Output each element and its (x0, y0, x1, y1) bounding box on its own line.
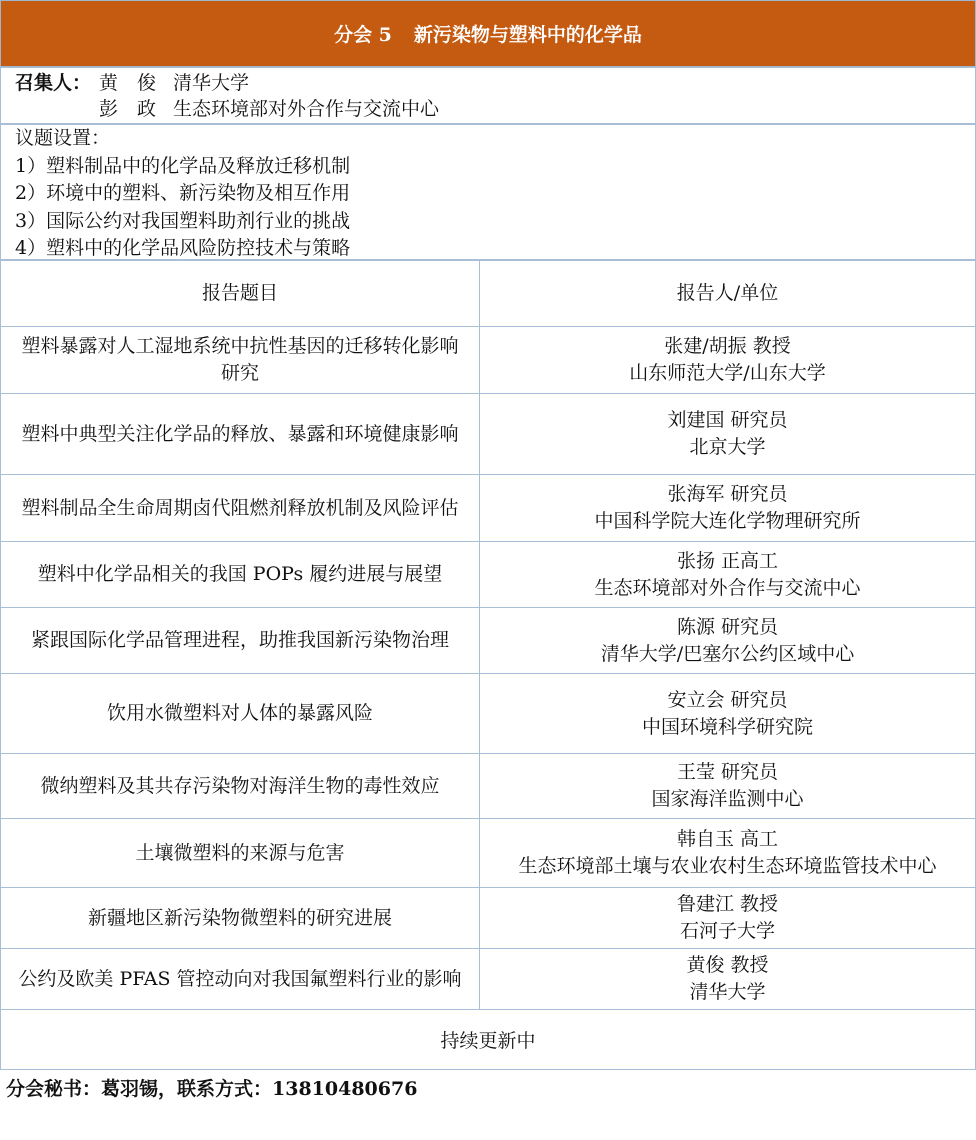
conveners-block (0, 67, 976, 124)
convener-name: 彭 政 (99, 98, 157, 120)
report-speaker (479, 887, 976, 949)
speaker-org: 生态环境部对外合作与交流中心 (594, 576, 861, 599)
report-title: 公约及欧美 PFAS 管控动向对我国氟塑料行业的影响 (0, 948, 480, 1010)
report-title: 土壤微塑料的来源与危害 (0, 818, 480, 888)
topics-block (0, 124, 976, 260)
speaker-name: 王莹 研究员 (676, 761, 779, 783)
topic-item: 3）国际公约对我国塑料助剂行业的挑战 (15, 209, 351, 232)
report-title: 塑料中化学品相关的我国 POPs 履约进展与展望 (0, 541, 480, 608)
report-speaker (479, 393, 976, 475)
session-number: 分会 5 (334, 24, 392, 46)
report-speaker (479, 818, 976, 888)
report-speaker (479, 607, 976, 674)
report-title: 饮用水微塑料对人体的暴露风险 (0, 673, 480, 754)
column-header-speaker: 报告人/单位 (479, 260, 976, 327)
speaker-name: 安立会 研究员 (667, 688, 788, 711)
speaker-name: 刘建国 研究员 (667, 409, 788, 431)
speaker-org: 石河子大学 (679, 920, 775, 942)
report-title: 新疆地区新污染物微塑料的研究进展 (0, 887, 480, 949)
convener-name: 黄 俊 (99, 72, 157, 94)
speaker-name: 韩自玉 高工 (676, 828, 779, 850)
speaker-name: 黄俊 教授 (686, 954, 769, 976)
report-title: 塑料暴露对人工湿地系统中抗性基因的迁移转化影响研究 (0, 326, 480, 394)
speaker-org: 山东师范大学/山东大学 (629, 362, 826, 384)
speaker-org: 清华大学/巴塞尔公约区域中心 (600, 642, 855, 665)
report-speaker (479, 948, 976, 1010)
report-title: 紧跟国际化学品管理进程，助推我国新污染物治理 (0, 607, 480, 674)
session-title: 新污染物与塑料中的化学品 (413, 24, 642, 46)
speaker-org: 国家海洋监测中心 (651, 788, 804, 810)
speaker-org: 北京大学 (689, 436, 766, 458)
speaker-org: 生态环境部土壤与农业农村生态环境监管技术中心 (518, 855, 937, 877)
report-speaker (479, 474, 976, 542)
convener-org: 生态环境部对外合作与交流中心 (173, 98, 440, 120)
updating-note: 持续更新中 (0, 1009, 976, 1070)
speaker-org: 中国科学院大连化学物理研究所 (594, 510, 861, 532)
session-title-bar (0, 0, 976, 67)
speaker-name: 张建/胡振 教授 (664, 335, 791, 357)
topic-item: 2）环境中的塑料、新污染物及相互作用 (15, 182, 351, 204)
report-title: 微纳塑料及其共存污染物对海洋生物的毒性效应 (0, 753, 480, 819)
report-speaker (479, 673, 976, 754)
speaker-name: 鲁建江 教授 (676, 893, 779, 915)
speaker-name: 张海军 研究员 (667, 483, 788, 505)
speaker-org: 中国环境科学研究院 (641, 715, 813, 738)
topic-item: 4）塑料中的化学品风险防控技术与策略 (15, 237, 351, 259)
report-title: 塑料中典型关注化学品的释放、暴露和环境健康影响 (0, 393, 480, 475)
topics-heading: 议题设置： (15, 127, 111, 149)
topic-item: 1）塑料制品中的化学品及释放迁移机制 (15, 154, 351, 177)
session-secretary: 分会秘书：葛羽锡，联系方式：13810480676 (6, 1078, 418, 1100)
convener-org: 清华大学 (173, 72, 250, 94)
column-header-title: 报告题目 (0, 260, 480, 327)
conveners-label: 召集人： (15, 72, 92, 94)
report-title: 塑料制品全生命周期卤代阻燃剂释放机制及风险评估 (0, 474, 480, 542)
speaker-name: 张扬 正高工 (676, 549, 779, 572)
report-speaker (479, 753, 976, 819)
speaker-name: 陈源 研究员 (676, 615, 779, 638)
report-speaker (479, 326, 976, 394)
report-speaker (479, 541, 976, 608)
speaker-org: 清华大学 (689, 981, 766, 1003)
